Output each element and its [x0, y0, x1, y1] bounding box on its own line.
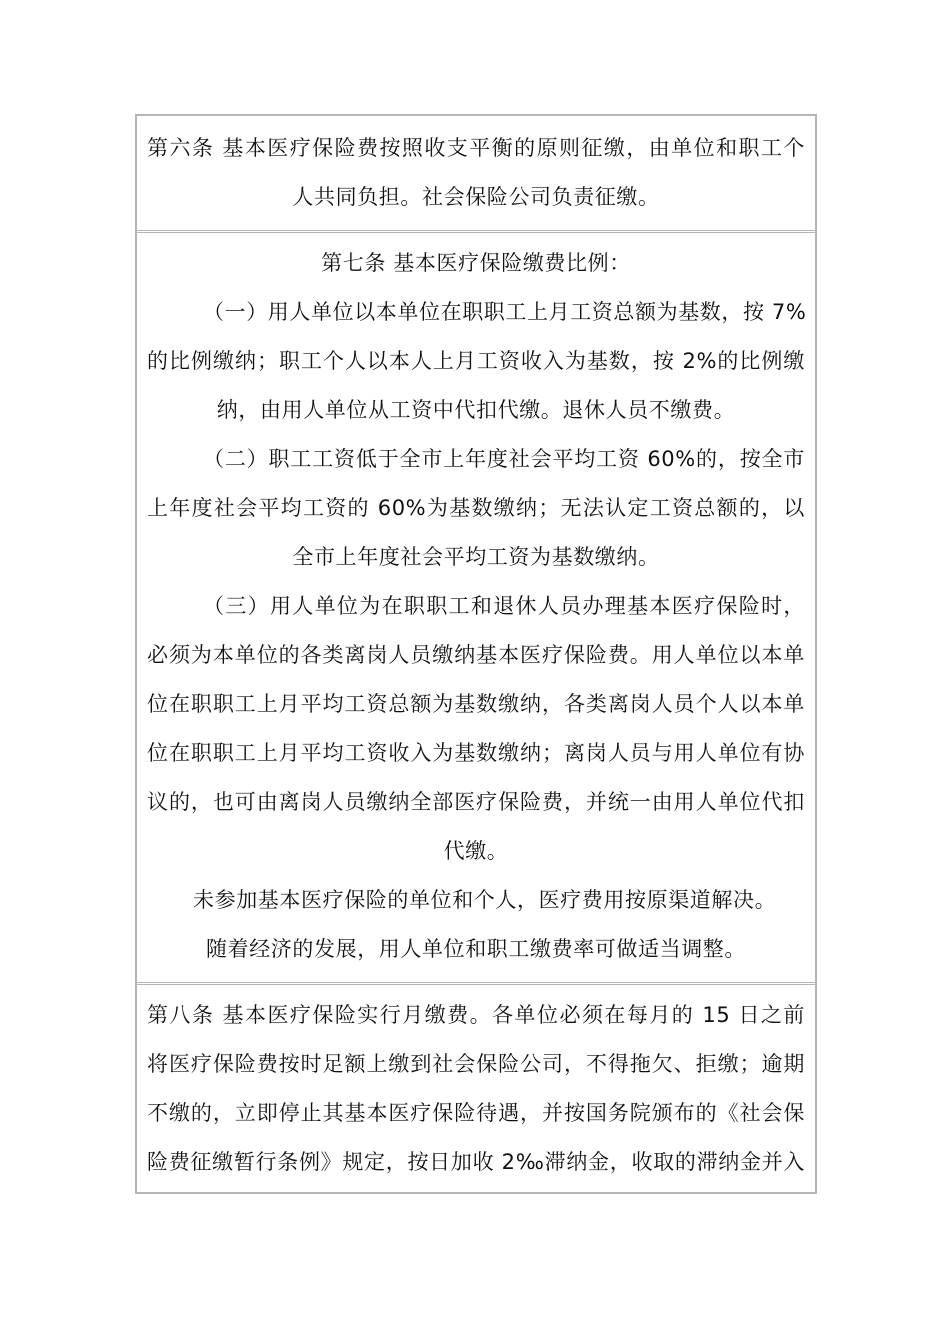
article-7-item-3-line-2: 必须为本单位的各类离岗人员缴纳基本医疗保险费。用人单位以本单: [147, 643, 805, 667]
document-table: [135, 114, 817, 1194]
article-7-item-3-line-6: 代缴。: [443, 839, 509, 863]
article-6-line-1: 第六条 基本医疗保险费按照收支平衡的原则征缴，由单位和职工个: [147, 136, 805, 160]
article-7-title: 第七条 基本医疗保险缴费比例：: [321, 251, 631, 275]
article-7-item-2-line-3: 全市上年度社会平均工资为基数缴纳。: [292, 545, 660, 569]
article-6-line-2: 人共同负担。社会保险公司负责征缴。: [292, 185, 660, 209]
article-7-item-3-line-4: 位在职职工上月平均工资收入为基数缴纳；离岗人员与用人单位有协: [147, 741, 805, 765]
article-7-item-2-line-1: （二）职工工资低于全市上年度社会平均工资 60%的，按全市: [203, 447, 805, 471]
article-8-line-1: 第八条 基本医疗保险实行月缴费。各单位必须在每月的 15 日之前: [147, 1003, 805, 1027]
article-7-item-3-line-5: 议的，也可由离岗人员缴纳全部医疗保险费，并统一由用人单位代扣: [147, 790, 805, 814]
article-7-cell: [137, 233, 815, 985]
article-6-cell: [137, 116, 815, 233]
article-7-item-3-line-3: 位在职职工上月平均工资总额为基数缴纳，各类离岗人员个人以本单: [147, 692, 805, 716]
article-7-item-2-line-2: 上年度社会平均工资的 60%为基数缴纳；无法认定工资总额的，以: [147, 496, 805, 520]
article-8-line-2: 将医疗保险费按时足额上缴到社会保险公司，不得拖欠、拒缴；逾期: [147, 1052, 805, 1076]
article-7-note-1: 未参加基本医疗保险的单位和个人，医疗费用按原渠道解决。: [193, 888, 777, 912]
article-7-item-1-line-1: （一）用人单位以本单位在职职工上月工资总额为基数，按 7%: [203, 300, 807, 324]
article-8-cell: [137, 985, 815, 1194]
article-7-item-1-line-3: 纳，由用人单位从工资中代扣代缴。退休人员不缴费。: [216, 398, 736, 422]
article-7-item-3-line-1: （三）用人单位为在职职工和退休人员办理基本医疗保险时，: [203, 594, 805, 618]
article-7-item-1-line-2: 的比例缴纳；职工个人以本人上月工资收入为基数，按 2%的比例缴: [147, 349, 805, 373]
article-7-note-2: 随着经济的发展，用人单位和职工缴费率可做适当调整。: [206, 937, 746, 961]
article-8-line-3: 不缴的，立即停止其基本医疗保险待遇，并按国务院颁布的《社会保: [147, 1101, 805, 1125]
article-8-line-4: 险费征缴暂行条例》规定，按日加收 2‰滞纳金，收取的滞纳金并入: [147, 1150, 805, 1174]
